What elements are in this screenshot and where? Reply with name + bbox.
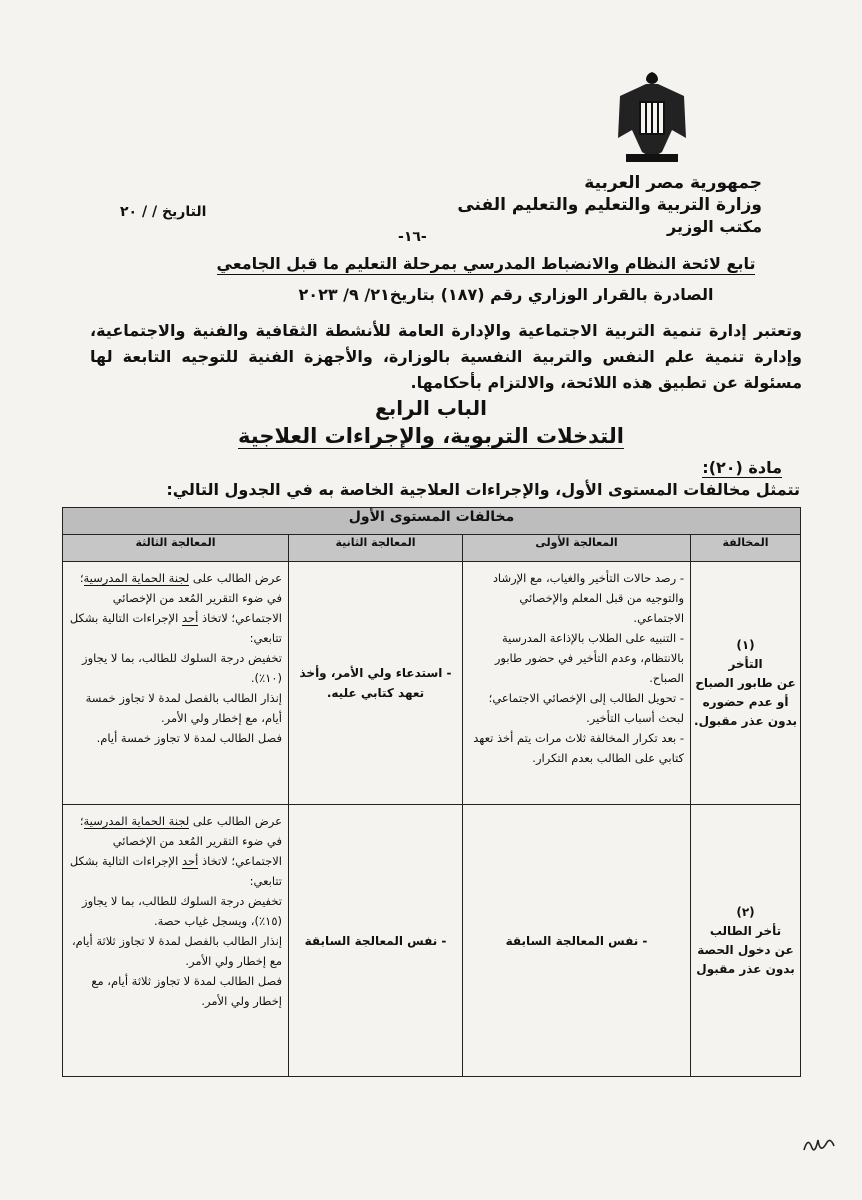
header-third-treatment: المعالجة الثالثة <box>63 535 289 562</box>
violation-cell <box>691 805 801 1077</box>
level-title: مخالفات المستوى الأول <box>63 508 801 535</box>
chapter-title: الباب الرابع <box>375 396 487 420</box>
second-treatment-cell: - استدعاء ولي الأمر، وأخذ تعهد كتابي عليه. <box>289 562 463 805</box>
treatment-item: - التنبيه على الطلاب بالإذاعة المدرسية بالانتظام، وعدم التأخير في حضور طابور الصباح. <box>494 631 685 685</box>
header-first-treatment: المعالجة الأولى <box>463 535 691 562</box>
treatment-item: - تحويل الطالب إلى الإخصائي الاجتماعي؛ لبحث أسباب التأخير. <box>488 691 685 725</box>
violation-line: أو عدم حضوره <box>702 694 789 709</box>
chapter-subtitle: التدخلات التربوية، والإجراءات العلاجية <box>238 424 624 448</box>
regulation-subtitle: تابع لائحة النظام والانضباط المدرسي بمرحلة التعليم ما قبل الجامعي <box>216 254 756 273</box>
article-label: مادة (٢٠): <box>702 458 782 477</box>
violation-number: (١) <box>736 637 755 652</box>
table-header-row <box>63 535 801 562</box>
date-field: التاريخ / / ٢٠ <box>120 204 207 220</box>
violation-line: بدون عذر مقبول <box>696 961 795 976</box>
third-intro: عرض الطالب على لجنة الحماية المدرسية؛ في ضوء التقرير المُعد من الإخصائي الاجتماعي؛ لاتخاذ أحد الإجراءات التالية بشكل تتابعي: <box>69 571 283 645</box>
violation-line: تأخر الطالب <box>709 923 782 938</box>
table-row <box>63 562 801 805</box>
header-violation: المخالفة <box>691 535 801 562</box>
violation-line: التأخر <box>728 656 763 671</box>
third-treatment-cell <box>63 805 289 1077</box>
treatment-item: تخفيض درجة السلوك للطالب، بما لا يجاوز (١٥٪)، ويسجل غياب حصة. <box>82 894 283 928</box>
handwritten-signature-icon <box>800 1128 840 1158</box>
decision-reference: الصادرة بالقرار الوزاري رقم (١٨٧) بتاريخ٢١/ ٩/ ٢٠٢٣ <box>298 285 714 304</box>
violation-line: عن طابور الصباح <box>695 675 796 690</box>
country-name: جمهورية مصر العربية <box>584 173 762 193</box>
violation-line: عن دخول الحصة <box>697 942 794 957</box>
treatment-item: فصل الطالب لمدة لا تجاوز خمسة أيام. <box>96 731 283 745</box>
third-treatment-cell <box>63 562 289 805</box>
treatment-item: - رصد حالات التأخير والغياب، مع الإرشاد والتوجيه من قبل المعلم والإخصائي الاجتماعي. <box>492 571 685 625</box>
violation-number: (٢) <box>736 904 755 919</box>
third-intro: عرض الطالب على لجنة الحماية المدرسية؛ في ضوء التقرير المُعد من الإخصائي الاجتماعي؛ لاتخاذ أحد الإجراءات التالية بشكل تتابعي: <box>69 814 283 888</box>
ministry-header <box>457 172 762 238</box>
treatment-item: إنذار الطالب بالفصل لمدة لا تجاوز ثلاثة أيام، مع إخطار ولي الأمر. <box>71 934 283 968</box>
page-number: -١٦- <box>398 229 427 245</box>
violation-line: بدون عذر مقبول. <box>694 713 798 728</box>
table-level-row <box>63 508 801 535</box>
office-name: مكتب الوزير <box>667 217 762 236</box>
violation-cell <box>691 562 801 805</box>
treatment-item: إنذار الطالب بالفصل لمدة لا تجاوز خمسة أيام، مع إخطار ولي الأمر. <box>85 691 283 725</box>
violations-table <box>62 507 800 1077</box>
treatment-item: - بعد تكرار المخالفة ثلاث مرات يتم أخذ تعهد كتابي على الطالب بعدم التكرار. <box>473 731 685 765</box>
table-row <box>63 805 801 1077</box>
first-treatment-cell <box>463 562 691 805</box>
treatment-item: تخفيض درجة السلوك للطالب، بما لا يجاوز (١٠٪). <box>82 651 283 685</box>
eagle-emblem-icon <box>612 68 692 168</box>
ministry-name: وزارة التربية والتعليم والتعليم الفنى <box>457 195 762 215</box>
first-treatment-cell: - نفس المعالجة السابقة <box>463 805 691 1077</box>
second-treatment-cell: - نفس المعالجة السابقة <box>289 805 463 1077</box>
header-second-treatment: المعالجة الثانية <box>289 535 463 562</box>
intro-paragraph: وتعتبر إدارة تنمية التربية الاجتماعية والإدارة العامة للأنشطة الثقافية والفنية والاجتماعية، وإدارة تنمية علم النفس والتربية النفسية بالوزارة، والأجهزة الفنية للتوجيه التابعة لها مسئولة عن تطبيق هذه اللائحة، والالتزام بأحكامها. <box>90 321 802 392</box>
treatment-item: فصل الطالب لمدة لا تجاوز ثلاثة أيام، مع إخطار ولي الأمر. <box>91 974 283 1008</box>
article-text: تتمثل مخالفات المستوى الأول، والإجراءات العلاجية الخاصة به في الجدول التالي: <box>166 480 800 499</box>
